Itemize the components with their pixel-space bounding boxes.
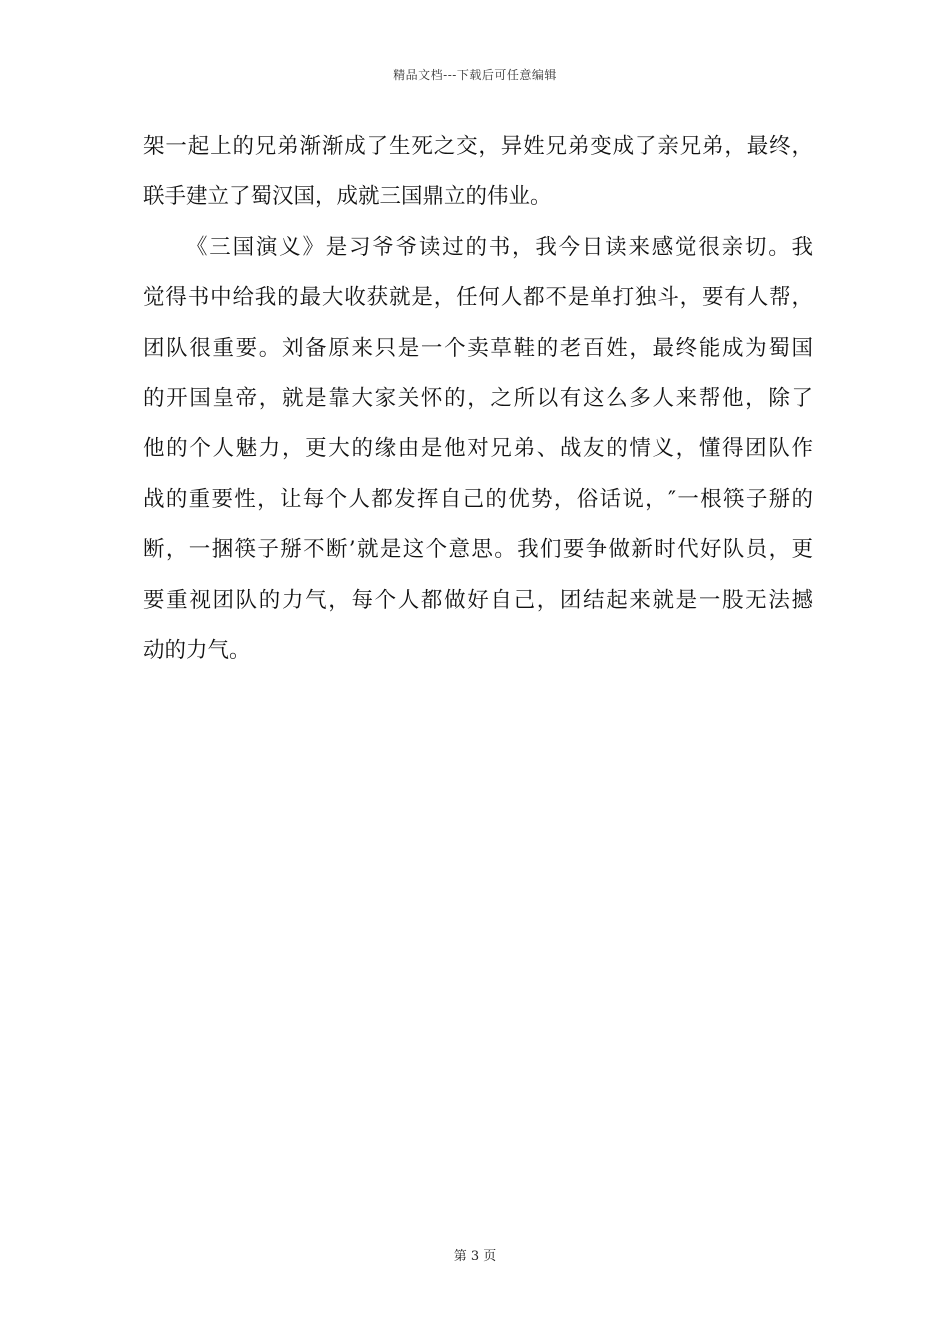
text-line: 《三国演义》是习爷爷读过的书，我今日读来感觉很亲切。我 xyxy=(186,234,813,260)
page-header: 精品文档---下载后可任意编辑 xyxy=(393,68,557,82)
text-line: 觉得书中给我的最大收获就是，任何人都不是单打独斗，要有人帮， xyxy=(143,285,813,311)
text-line: 要重视团队的力气，每个人都做好自己，团结起来就是一股无法撼 xyxy=(143,587,813,613)
text-line: 联手建立了蜀汉国，成就三国鼎立的伟业。 xyxy=(143,184,552,210)
text-line: 动的力气。 xyxy=(143,637,251,663)
text-line: 他的个人魅力，更大的缘由是他对兄弟、战友的情义，懂得团队作 xyxy=(143,436,813,462)
text-line: 断，一捆筷子掰不断’就是这个意思。我们要争做新时代好队员，更 xyxy=(143,537,813,563)
paragraph-1 xyxy=(143,122,813,223)
text-line: 架一起上的兄弟渐渐成了生死之交，异姓兄弟变成了亲兄弟，最终， xyxy=(143,134,813,159)
text-line: 战的重要性，让每个人都发挥自己的优势，俗话说，″一根筷子掰的 xyxy=(143,486,813,512)
document-body xyxy=(143,122,813,676)
paragraph-2 xyxy=(143,223,813,677)
text-line: 的开国皇帝，就是靠大家关怀的，之所以有这么多人来帮他，除了 xyxy=(143,385,813,411)
page-number: 第 3 页 xyxy=(453,1249,497,1264)
text-line: 团队很重要。刘备原来只是一个卖草鞋的老百姓，最终能成为蜀国 xyxy=(143,335,813,361)
